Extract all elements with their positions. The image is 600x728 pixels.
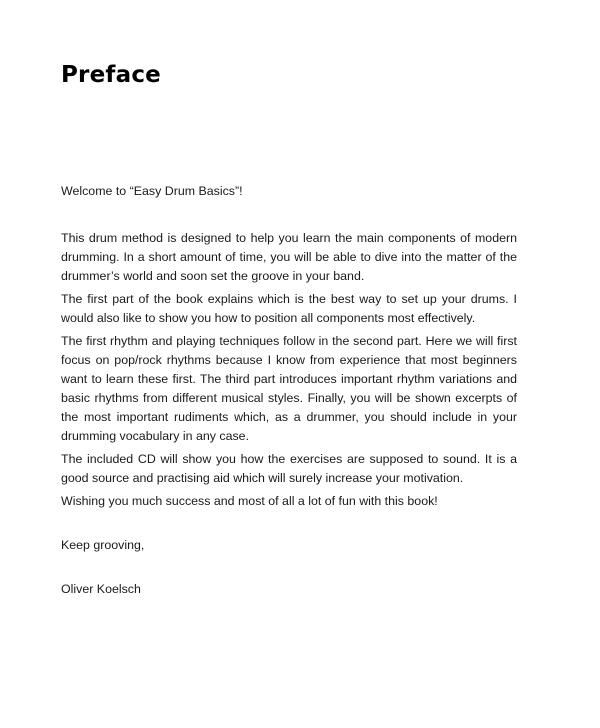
closing-line: Keep grooving, xyxy=(61,538,145,552)
author-signature: Oliver Koelsch xyxy=(61,582,141,596)
greeting-line: Welcome to “Easy Drum Basics”! xyxy=(61,184,243,198)
page-title: Preface xyxy=(61,62,161,88)
preface-body xyxy=(61,182,517,599)
paragraph-rhythms: The first rhythm and playing techniques follow in the second part. Here we will first focus on pop/rock rhythms because I know from experience that most beginners want to learn these first. The third part introduces important rhythm variations and basic rhythms from different musical styles. Finally, you will be shown excerpts of the most important rudiments which, as a drummer, you should include in your drumming vocabulary in any case. xyxy=(61,334,517,443)
paragraph-wishes: Wishing you much success and most of all a lot of fun with this book! xyxy=(61,494,438,508)
paragraph-setup: The first part of the book explains which is the best way to set up your drums. I would also like to show you how to position all components most effectively. xyxy=(61,292,517,325)
paragraph-intro: This drum method is designed to help you learn the main components of modern drumming. In a short amount of time, you will be able to dive into the matter of the drummer’s world and soon set the groove in your band. xyxy=(61,231,517,283)
paragraph-cd: The included CD will show you how the exercises are supposed to sound. It is a good source and practising aid which will surely increase your motivation. xyxy=(61,452,517,485)
